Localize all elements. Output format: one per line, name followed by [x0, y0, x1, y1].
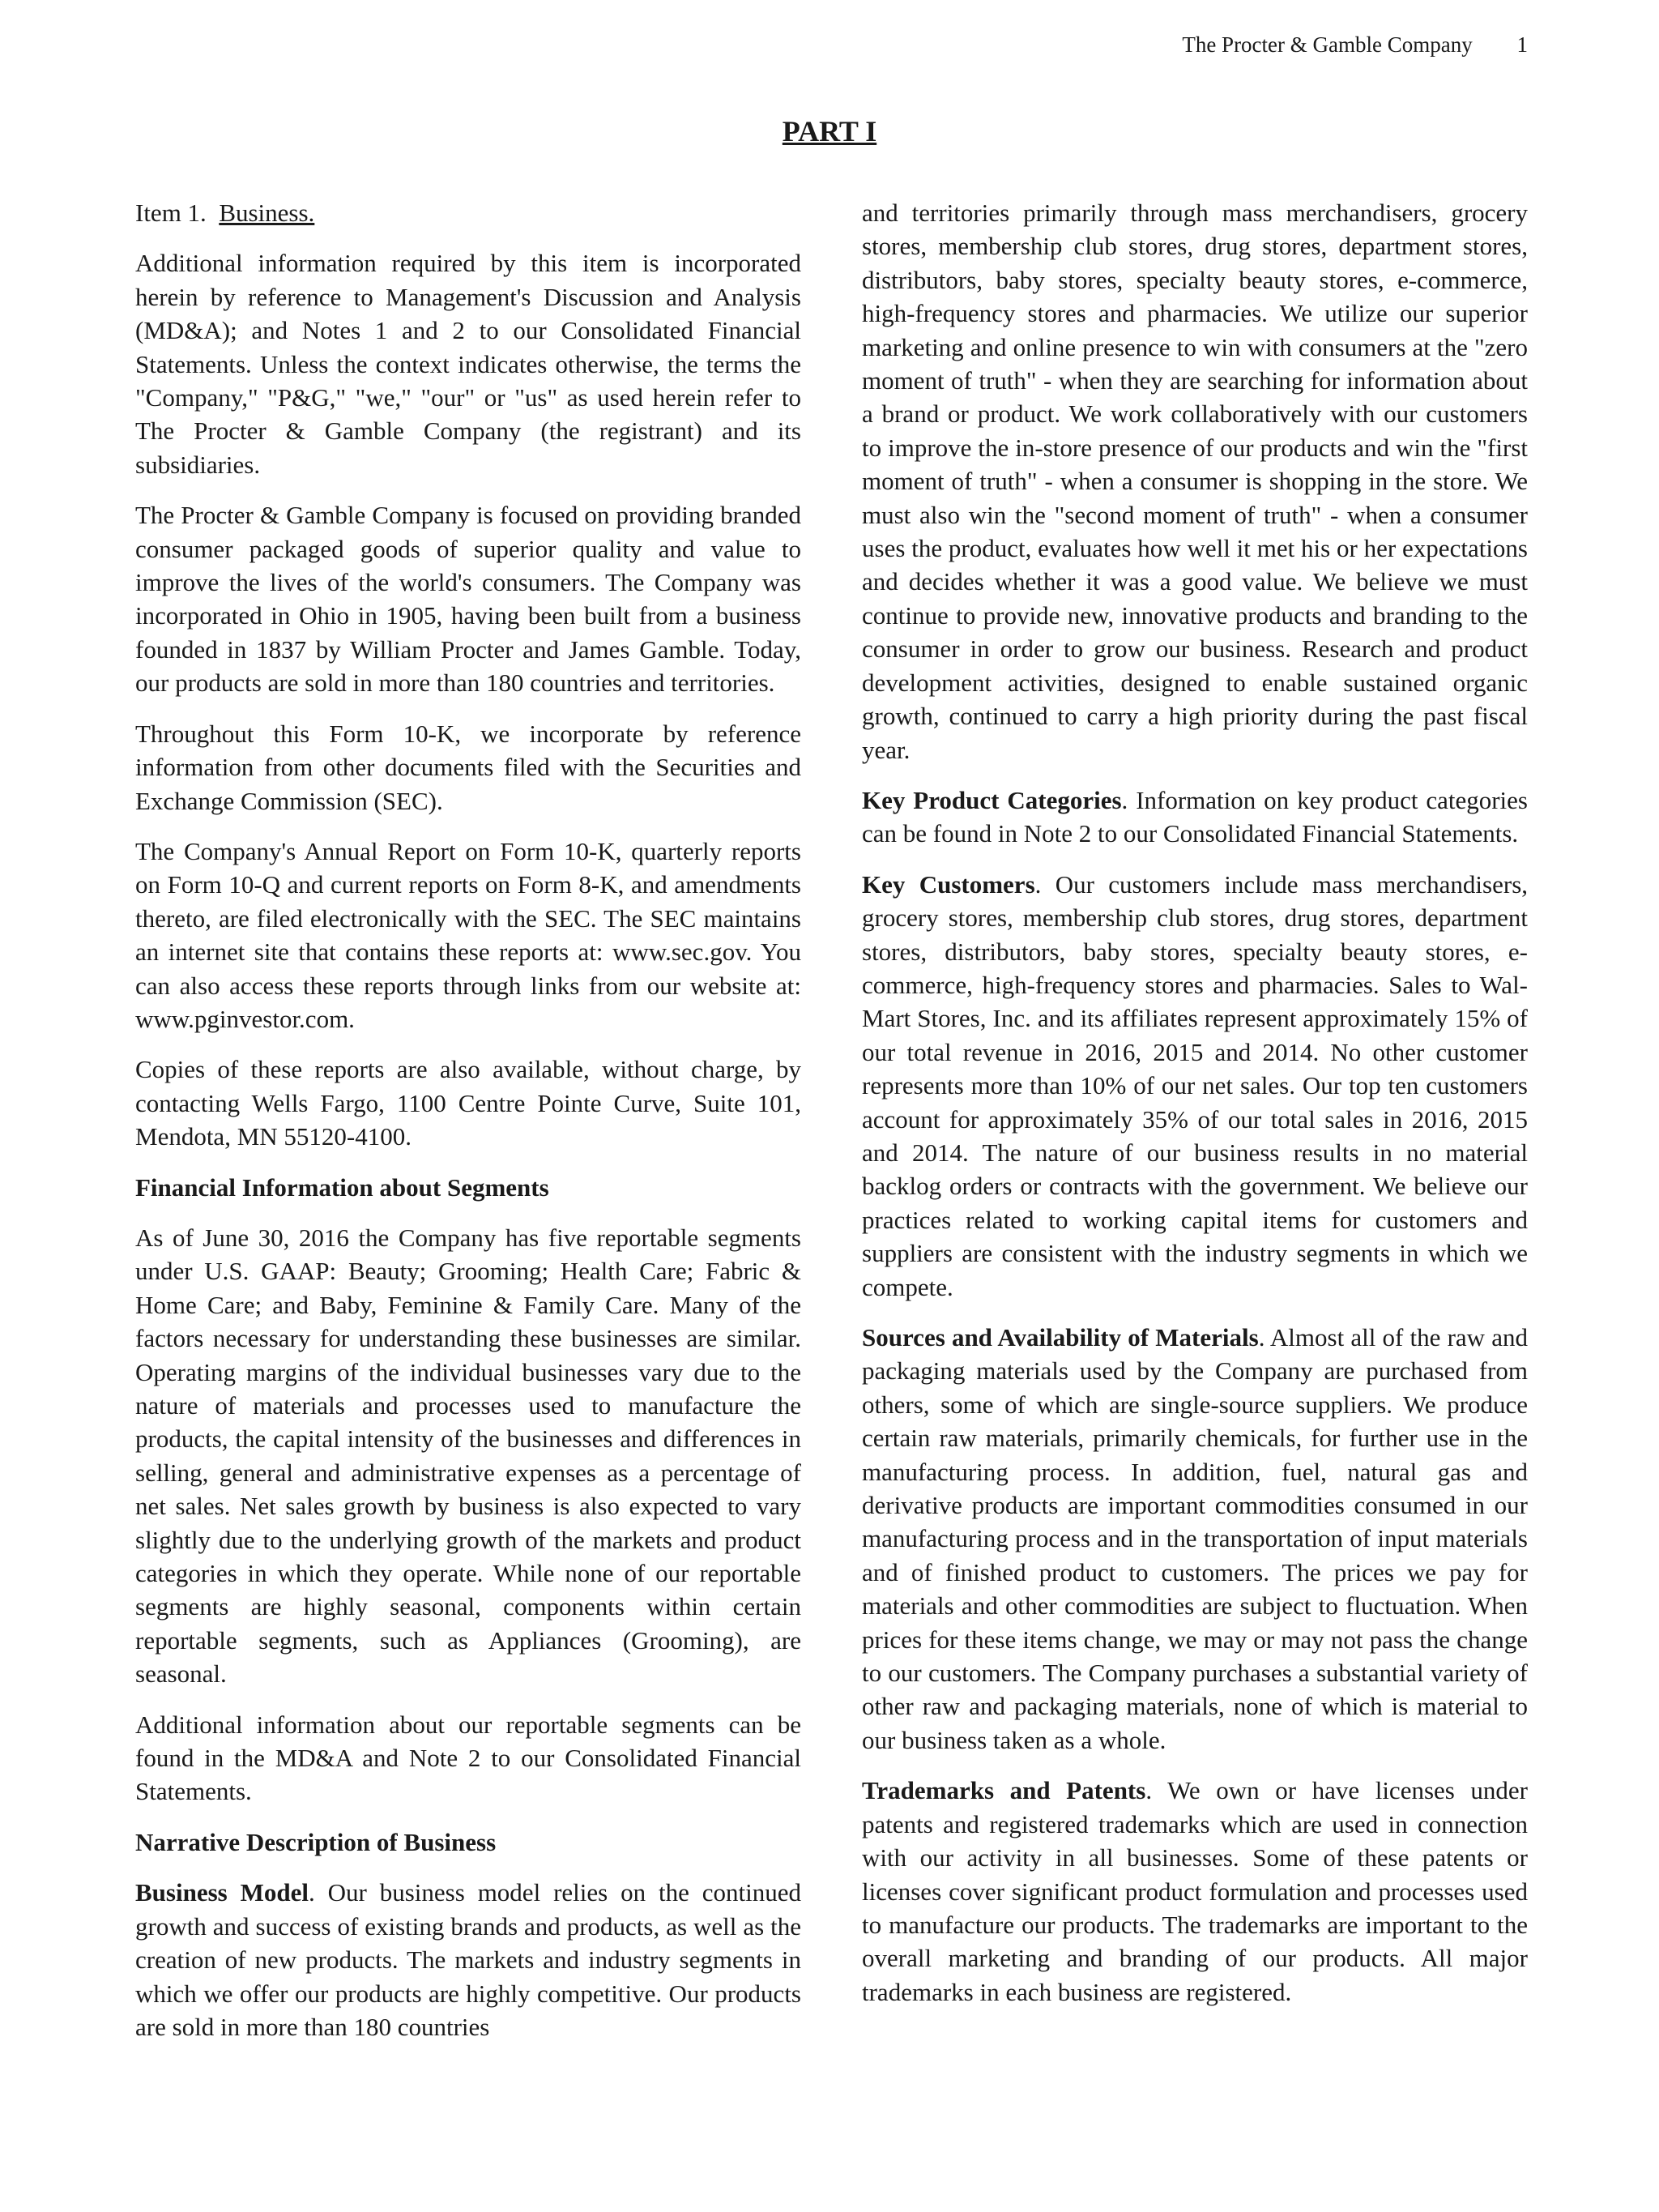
key-product-text: . Information on key product categories can be found in Note 2 to our Consolidated Financial Statements. — [862, 785, 1528, 848]
paragraph-key-customers — [862, 868, 1528, 1304]
paragraph-segments: As of June 30, 2016 the Company has five reportable segments under U.S. GAAP: Beauty; Grooming; Health Care; Fabric & Home Care; and Baby, Feminine & Family Care. Many of the factors necessary for understanding these businesses are similar. Operating margins of the individual businesses vary due to the nature of materials and processes used to manufacture the products, the capital intensity of the businesses and differences in selling, general and administrative expenses as a percentage of net sales. Net sales growth by business is also expected to vary slightly due to the underlying growth of the markets and product categories in which they operate. While none of our reportable segments are highly seasonal, components within certain reportable segments, such as Appliances (Grooming), are seasonal. — [135, 1223, 801, 1689]
paragraph-trademarks-patents — [862, 1774, 1528, 2009]
paragraph-segments-additional: Additional information about our reportable segments can be found in the MD&A and Note 2 to our Consolidated Financial Statements. — [135, 1710, 801, 1806]
paragraph-business-model-continued: and territories primarily through mass merchandisers, grocery stores, membership club stores, drug stores, department stores, distributors, baby stores, specialty beauty stores, e-commerce, high-frequency stores and pharmacies. We utilize our superior marketing and online presence to win with consumers at the "zero moment of truth" - when they are searching for information about a brand or product. We work collaboratively with our customers to improve the in-store presence of our products and win the "first moment of truth" - when a consumer is shopping in the store. We must also win the "second moment of truth" - when a consumer uses the product, evaluates how well it met his or her expectations and decides whether it was a good value. We believe we must continue to provide new, innovative products and branding to the consumer in order to grow our business. Research and product development activities, designed to enable sustained organic growth, continued to carry a high priority during the past fiscal year. — [862, 199, 1528, 764]
paragraph-sources-materials — [862, 1321, 1528, 1757]
trademarks-label: Trademarks and Patents — [862, 1776, 1146, 1805]
key-customers-label: Key Customers — [862, 869, 1035, 899]
sources-label: Sources and Availability of Materials — [862, 1323, 1259, 1352]
sources-text: . Almost all of the raw and packaging materials used by the Company are purchased from others, some of which are single-source suppliers. We produce certain raw materials, primarily chemicals, for further use in the manufacturing process. In addition, fuel, natural gas and derivative products are important commodities consumed in our manufacturing process and in the transportation of input materials and of finished product to customers. The prices we pay for materials and other commodities are subject to fluctuation. When prices for these items change, we may or may not pass the change to our customers. The Company purchases a substantial variety of other raw and packaging materials, none of which is material to our business taken as a whole. — [862, 1323, 1528, 1754]
page-number: 1 — [1516, 32, 1528, 57]
item-heading — [135, 196, 801, 229]
key-customers-text: . Our customers include mass merchandisers, grocery stores, membership club stores, drug stores, department stores, distributors, baby stores, specialty beauty stores, e-commerce, high-frequency stores and pharmacies. Sales to Wal-Mart Stores, Inc. and its affiliates represent approximately 15% of our total revenue in 2016, 2015 and 2014. No other customer represents more than 10% of our net sales. Our top ten customers account for approximately 35% of our total sales in 2016, 2015 and 2014. The nature of our business results in no material backlog orders or contracts with the government. We believe our practices related to working capital items for customers and suppliers are consistent with the industry segments in which we compete. — [862, 869, 1529, 1301]
business-model-label: Business Model — [135, 1878, 309, 1907]
left-column — [135, 196, 801, 2060]
paragraph-business-model — [135, 1876, 801, 2043]
item-title: Business. — [219, 199, 315, 227]
business-model-text: . Our business model relies on the continued growth and success of existing brands and products, as well as the creation of new products. The markets and industry segments in which we offer our products are highly competitive. Our products are sold in more than 180 countries — [135, 1878, 801, 2041]
paragraph-sec-filings: The Company's Annual Report on Form 10-K, quarterly reports on Form 10-Q and current reports on Form 8-K, and amendments thereto, are filed electronically with the SEC. The SEC maintains an internet site that contains these reports at: www.sec.gov. You can also access these reports through links from our website at: www.pginvestor.com. — [135, 836, 801, 1033]
paragraph-additional-info: Additional information required by this item is incorporated herein by reference to Management's Discussion and Analysis (MD&A); and Notes 1 and 2 to our Consolidated Financial Statements. Unless the context indicates otherwise, the terms the "Company," "P&G," "we," "our" or "us" as used herein refer to The Procter & Gamble Company (the registrant) and its subsidiaries. — [135, 249, 801, 479]
paragraph-key-product-categories — [862, 784, 1528, 851]
paragraph-company-overview: The Procter & Gamble Company is focused on providing branded consumer packaged goods of superior quality and value to improve the lives of the world's consumers. The Company was incorporated in Ohio in 1905, having been built from a business founded in 1837 by William Procter and James Gamble. Today, our products are sold in more than 180 countries and territories. — [135, 501, 801, 698]
key-product-label: Key Product Categories — [862, 785, 1122, 814]
right-column — [862, 196, 1528, 2026]
heading-segments: Financial Information about Segments — [135, 1172, 549, 1202]
page-header — [1182, 31, 1528, 58]
part-title: PART I — [782, 115, 877, 147]
header-company-name: The Procter & Gamble Company — [1182, 32, 1473, 57]
item-label: Item 1. — [135, 199, 207, 227]
paragraph-report-copies: Copies of these reports are also available, without charge, by contacting Wells Fargo, 1100 Centre Pointe Curve, Suite 101, Mendota, MN 55120-4100. — [135, 1055, 801, 1151]
heading-narrative: Narrative Description of Business — [135, 1827, 497, 1856]
paragraph-incorporation-reference: Throughout this Form 10-K, we incorporate by reference information from other documents filed with the Securities and Exchange Commission (SEC). — [135, 719, 801, 815]
trademarks-text: . We own or have licenses under patents and registered trademarks which are used in connection with our activity in all businesses. Some of these patents or licenses cover significant product formulation and processes used to manufacture our products. The trademarks are important to the overall marketing and branding of our products. All major trademarks in each business are registered. — [862, 1776, 1529, 2006]
